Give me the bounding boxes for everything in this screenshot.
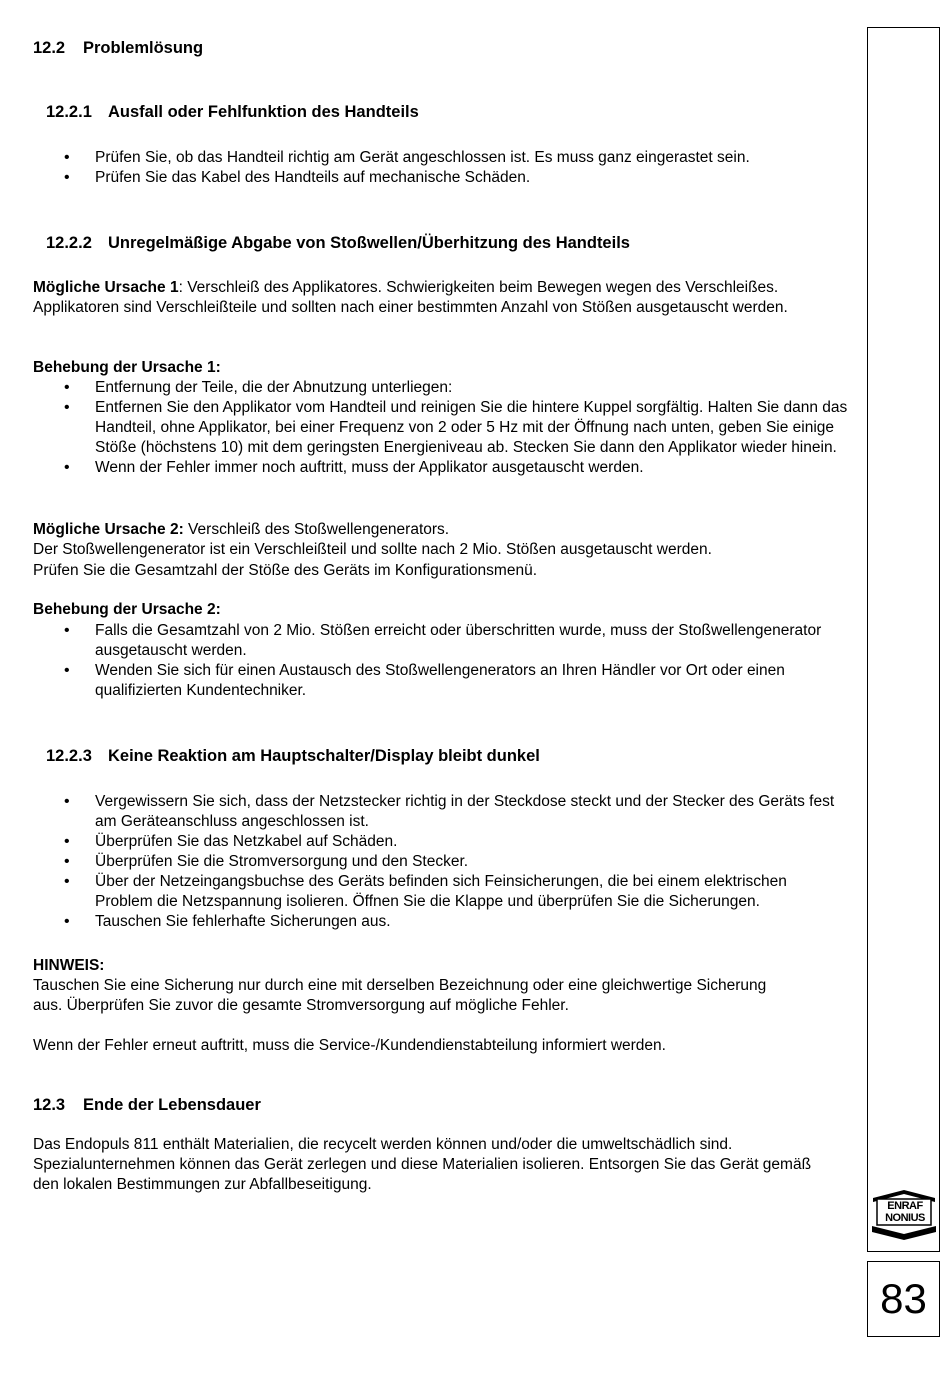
- section-number: 12.2.2: [46, 234, 92, 252]
- list-item: • Tauschen Sie fehlerhafte Sicherungen aus.: [33, 912, 843, 932]
- fix-1-label-text: Behebung der Ursache 1:: [33, 359, 221, 376]
- section-12-2-1-heading: [46, 103, 419, 122]
- list-item: • Wenn der Fehler immer noch auftritt, muss der Applikator ausgetauscht werden.: [33, 458, 848, 478]
- section-number: 12.2.3: [46, 747, 92, 765]
- cause-1-paragraph: [33, 278, 823, 318]
- note-label: [33, 956, 823, 976]
- logo-line-1: ENRAF: [887, 1200, 923, 1212]
- final-text: Wenn der Fehler erneut auftritt, muss die Service-/Kundendienstabteilung informiert werden.: [33, 1037, 666, 1054]
- cause-2-line-3: Prüfen Sie die Gesamtzahl der Stöße des Geräts im Konfigurationsmenü.: [33, 562, 537, 579]
- cause-2-paragraph: [33, 520, 833, 540]
- section-number: 12.2.1: [46, 103, 92, 121]
- section-number: 12.3: [33, 1096, 66, 1114]
- section-title: Problemlösung: [83, 39, 204, 57]
- list-item: • Prüfen Sie, ob das Handteil richtig am Gerät angeschlossen ist. Es muss ganz eingerastet sein.: [33, 148, 853, 168]
- fix-2-label-text: Behebung der Ursache 2:: [33, 601, 221, 618]
- enraf-nonius-logo: [869, 1188, 939, 1240]
- section-title: Ende der Lebensdauer: [83, 1096, 261, 1114]
- section-12-2-heading: [33, 39, 203, 58]
- list-item: • Falls die Gesamtzahl von 2 Mio. Stößen erreicht oder überschritten wurde, muss der Stoßwellengenerator ausgetauscht werden.: [33, 621, 838, 661]
- page-number: 83: [867, 1261, 940, 1337]
- cause-2-line-2: Der Stoßwellengenerator ist ein Verschleißteil und sollte nach 2 Mio. Stößen ausgetauscht werden.: [33, 541, 712, 558]
- list-item: • Prüfen Sie das Kabel des Handteils auf mechanische Schäden.: [33, 168, 853, 188]
- note-label-text: HINWEIS:: [33, 957, 105, 974]
- section-12-3-heading: [33, 1096, 261, 1115]
- cause-2-label: Mögliche Ursache 2:: [33, 521, 184, 538]
- list-item: • Überprüfen Sie das Netzkabel auf Schäden.: [33, 832, 843, 852]
- bullet-list-fix-2: [33, 621, 838, 701]
- end-of-life-paragraph: Das Endopuls 811 enthält Materialien, die recycelt werden können und/oder die umweltschädlich sind. Spezialunternehmen können das Gerät zerlegen und diese Materialien isolieren. Entsorgen Sie das Gerät gemäß den lokalen Bestimmungen zur Abfallbeseitigung.: [33, 1136, 812, 1193]
- list-item: • Vergewissern Sie sich, dass der Netzstecker richtig in der Steckdose steckt und der Stecker des Geräts fest am Geräteanschluss angeschlossen ist.: [33, 792, 843, 832]
- bullet-list-12-2-1: [33, 148, 853, 188]
- fix-2-label: [33, 600, 823, 620]
- logo-line-2: NONIUS: [885, 1212, 925, 1224]
- note-text: Tauschen Sie eine Sicherung nur durch eine mit derselben Bezeichnung oder eine gleichwertige Sicherung aus. Überprüfen Sie zuvor die gesamte Stromversorgung auf mögliche Fehler.: [33, 977, 767, 1014]
- sidebar-frame: [867, 27, 940, 1252]
- fix-1-label: [33, 358, 823, 378]
- list-item: • Wenden Sie sich für einen Austausch des Stoßwellengenerators an Ihren Händler vor Ort oder einen qualifizierten Kundentechniker.: [33, 661, 838, 701]
- bullet-list-fix-1: [33, 378, 848, 478]
- cause-1-text: : Verschleiß des Applikatores. Schwierigkeiten beim Bewegen wegen des Verschleißes. Applikatoren sind Verschleißteile und sollten nach einer bestimmten Anzahl von Stößen ausgetauscht werden.: [33, 279, 788, 316]
- section-number: 12.2: [33, 39, 66, 57]
- section-title: Keine Reaktion am Hauptschalter/Display bleibt dunkel: [108, 747, 540, 765]
- section-12-2-2-heading: [46, 234, 630, 253]
- list-item: • Überprüfen Sie die Stromversorgung und den Stecker.: [33, 852, 843, 872]
- list-item: • Entfernen Sie den Applikator vom Handteil und reinigen Sie die hintere Kuppel sorgfältig. Halten Sie dann das Handteil, ohne Applikator, bei einer Frequenz von 2 oder 5 Hz mit der Öffnung nach unten, geben Sie einige Stöße (höchstens 10) mit dem geringsten Energieniveau ab. Stecken Sie dann den Applikator wieder hinein.: [33, 398, 848, 458]
- cause-1-label: Mögliche Ursache 1: [33, 279, 179, 296]
- list-item: • Über der Netzeingangsbuchse des Geräts befinden sich Feinsicherungen, die bei einem elektrischen Problem die Netzspannung isolieren. Öffnen Sie die Klappe und überprüfen Sie die Sicherungen.: [33, 872, 843, 912]
- section-title: Unregelmäßige Abgabe von Stoßwellen/Überhitzung des Handteils: [108, 234, 630, 252]
- bullet-list-12-2-3: [33, 792, 843, 932]
- cause-2-text: Verschleiß des Stoßwellengenerators.: [183, 521, 450, 538]
- list-item: • Entfernung der Teile, die der Abnutzung unterliegen:: [33, 378, 848, 398]
- section-title: Ausfall oder Fehlfunktion des Handteils: [108, 103, 419, 121]
- section-12-2-3-heading: [46, 747, 540, 766]
